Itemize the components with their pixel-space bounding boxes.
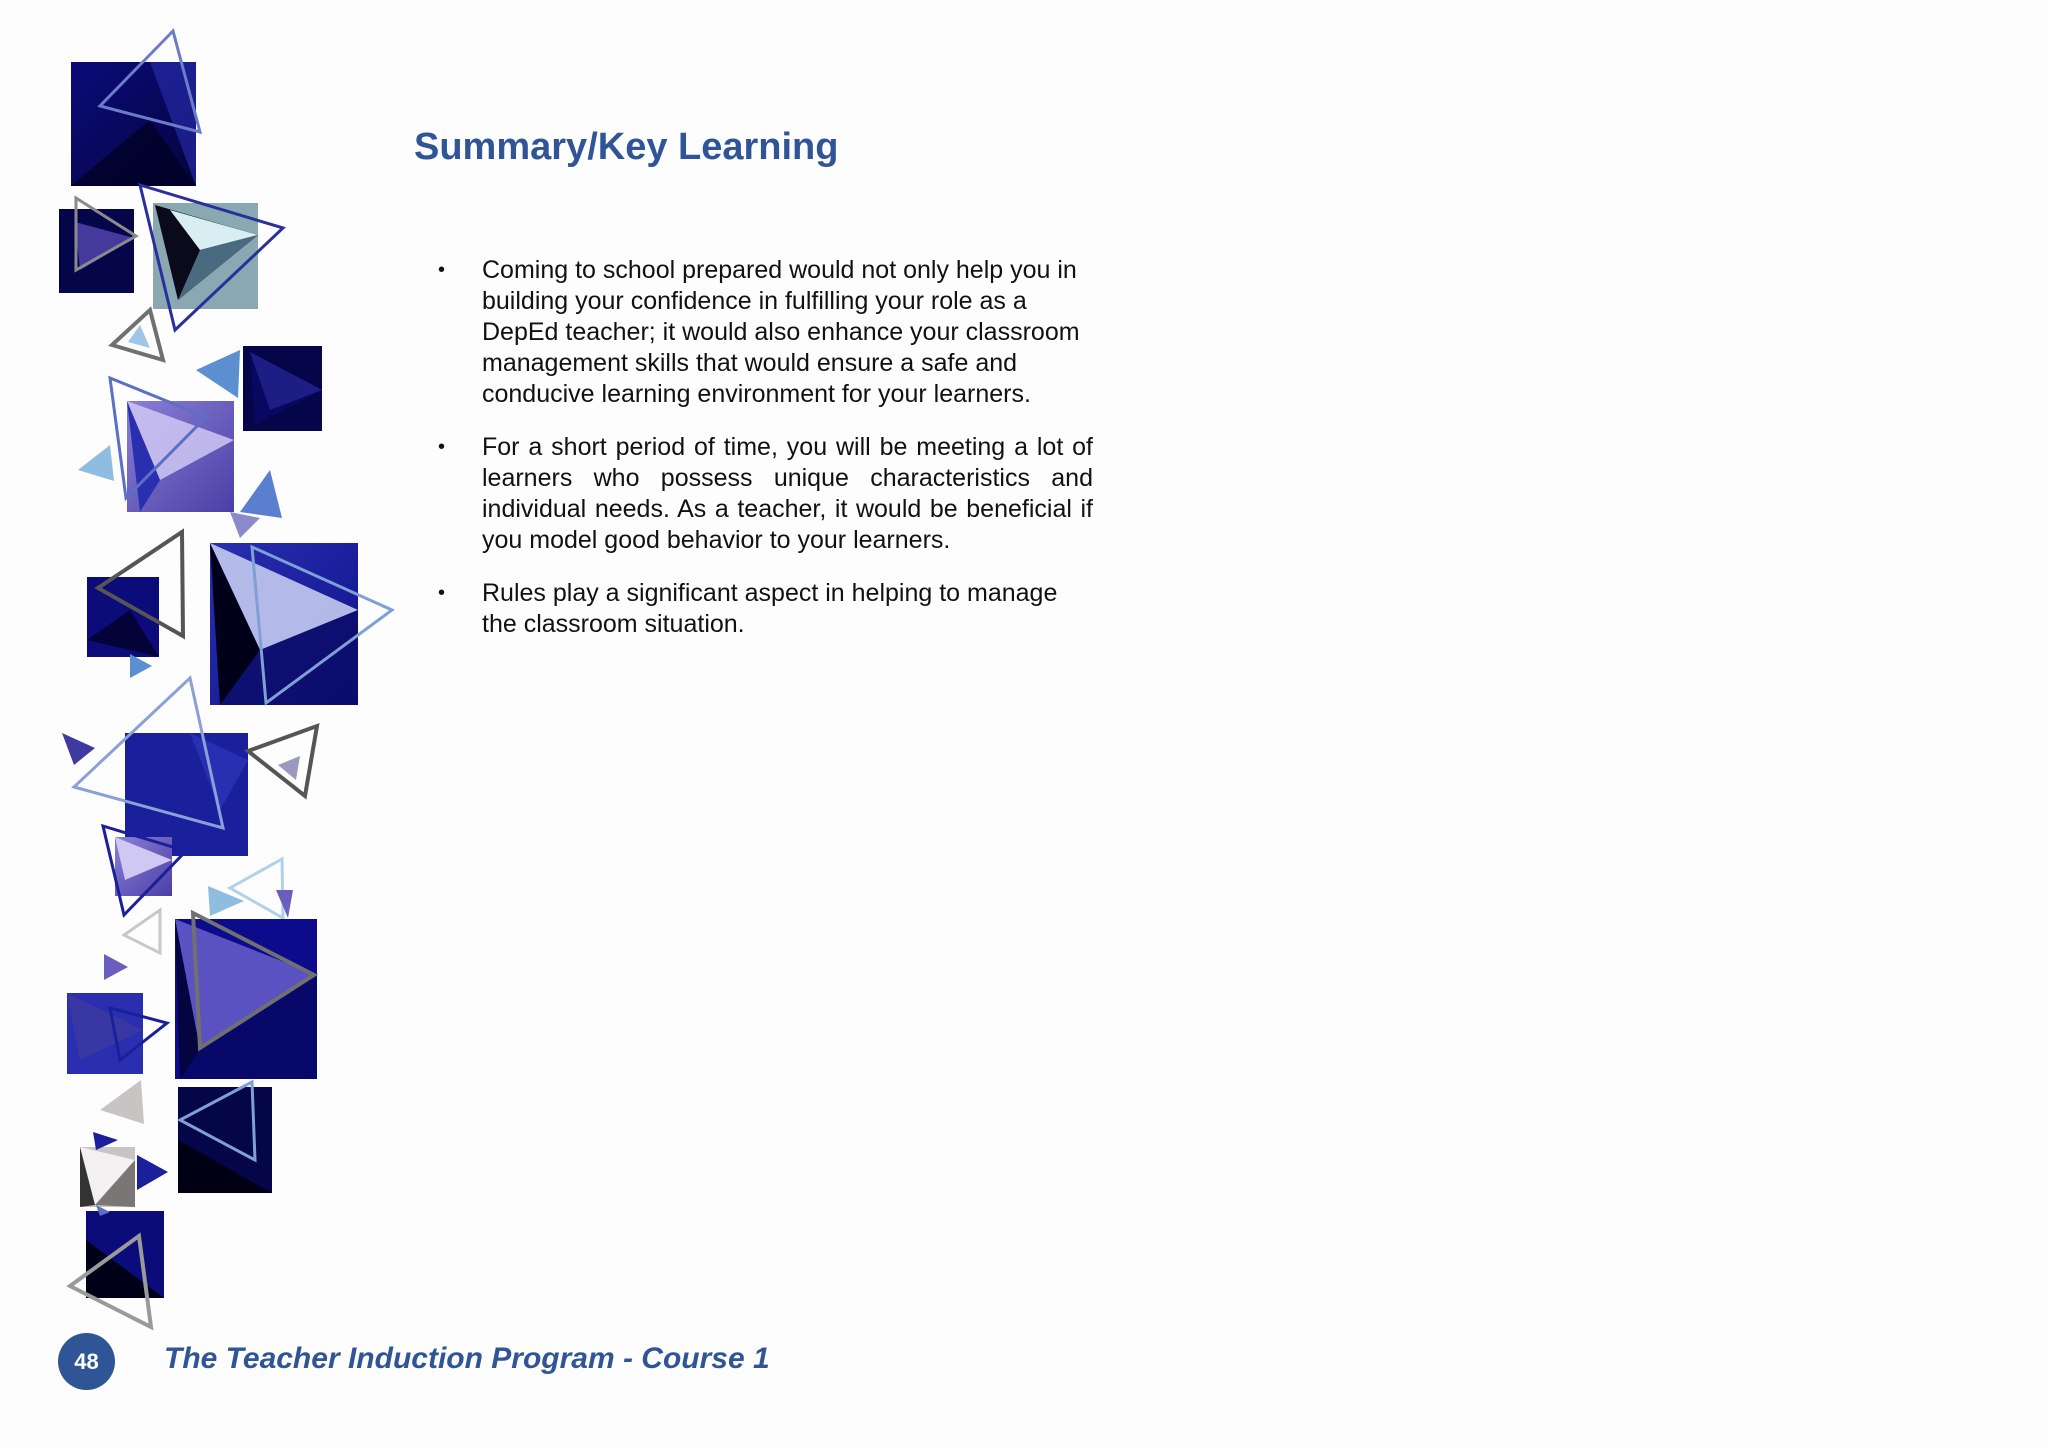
geometric-decoration [0, 0, 420, 1360]
page-number-badge: 48 [58, 1333, 115, 1390]
bullet-icon: • [438, 582, 446, 604]
bullet-icon: • [438, 436, 446, 458]
decor-triangle-solid [104, 954, 128, 980]
decor-triangle-solid [208, 886, 244, 916]
list-item-text: Rules play a significant aspect in helping to manage the classroom situation. [482, 579, 1058, 638]
list-item-text: For a short period of time, you will be meeting a lot of learners who possess unique characteristics and individual needs. As a teacher, it would be beneficial if you model good behavior to your learners. [482, 433, 1093, 554]
page-heading: Summary/Key Learning [414, 126, 839, 168]
decor-triangle-solid [130, 654, 152, 678]
list-item-text: Coming to school prepared would not only help you in building your confidence in fulfilling your role as a DepEd teacher; it would also enhance your classroom management skills that would ensure a safe and conducive learning environment for your learners. [482, 256, 1080, 408]
list-item [436, 578, 1093, 640]
list-item [436, 432, 1093, 556]
decor-triangle-outline [248, 726, 317, 796]
decor-triangle-outline [230, 859, 283, 918]
decor-triangle-solid [240, 470, 282, 518]
decor-triangle-solid [137, 1155, 168, 1190]
decor-triangle-solid [78, 445, 114, 481]
decor-triangle-solid [100, 1080, 144, 1124]
decor-triangle-solid [62, 733, 95, 765]
key-learning-list [436, 255, 1093, 662]
decor-triangle-outline [124, 910, 160, 953]
footer-title: The Teacher Induction Program - Course 1 [164, 1342, 770, 1375]
bullet-icon: • [438, 259, 446, 281]
list-item [436, 255, 1093, 410]
decor-triangle-solid [196, 350, 240, 398]
